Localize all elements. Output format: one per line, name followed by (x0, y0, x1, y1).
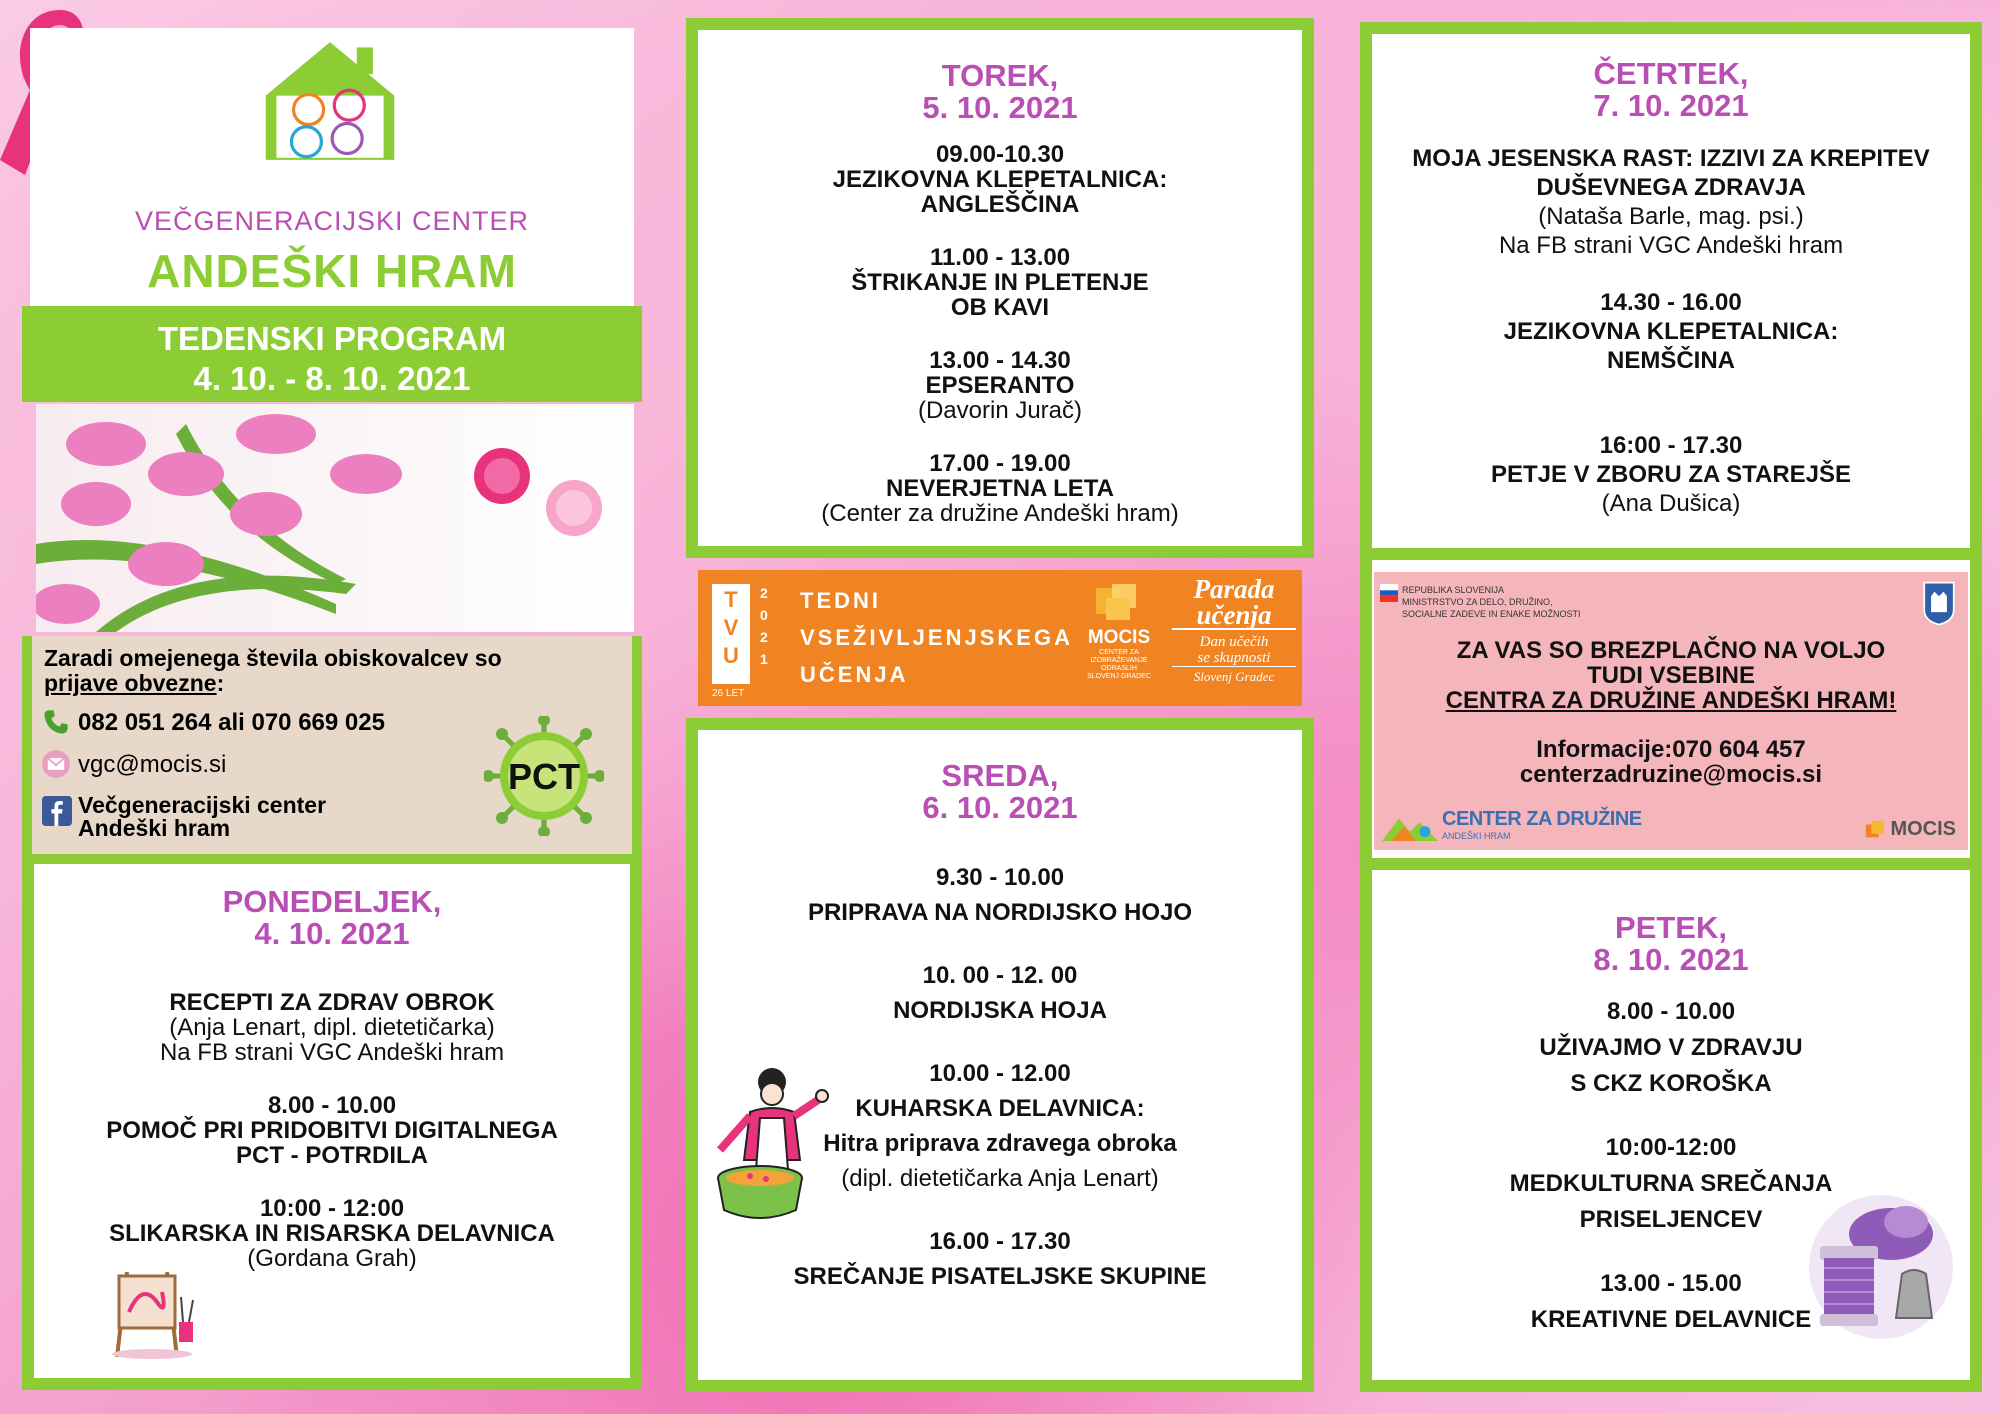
friday-e1-title1: UŽIVAJMO V ZDRAVJU (1539, 1034, 1803, 1061)
friday-e1-title2: S CKZ KOROŠKA (1570, 1070, 1772, 1097)
facebook-link[interactable] (78, 794, 326, 840)
facebook-line1: Večgeneracijski center (78, 792, 327, 818)
program-title: TEDENSKI PROGRAM (157, 320, 507, 357)
tvu-badge: TVU (723, 587, 739, 668)
cdz-mocis-logo (1864, 818, 1956, 841)
cook-icon (710, 1060, 830, 1230)
mocis-icon (1094, 582, 1144, 622)
tuesday-e4-time: 17.00 - 19.00 (929, 450, 1071, 477)
monday-day: PONEDELJEK, (222, 884, 442, 919)
wednesday-e2-title: NORDIJSKA HOJA (893, 997, 1107, 1024)
tuesday-e4-note: (Center za družine Andeški hram) (821, 500, 1179, 527)
friday-e2-time: 10:00-12:00 (1605, 1134, 1737, 1161)
wednesday-e4-time: 16.00 - 17.30 (929, 1228, 1071, 1255)
tuesday-e4-title: NEVERJETNA LETA (885, 475, 1115, 502)
mocis-sub1: CENTER ZA (1099, 649, 1139, 656)
wednesday-e2-time: 10. 00 - 12. 00 (922, 962, 1078, 989)
slovenia-flag-icon (1380, 584, 1398, 602)
tuesday-e1-title1: JEZIKOVNA KLEPETALNICA: (832, 166, 1168, 193)
tvu-years-label: 26 LET (712, 688, 745, 699)
pct-badge: PCT (508, 756, 580, 797)
mocis-sub3: ODRASLIH (1101, 665, 1137, 672)
facebook-icon (42, 796, 72, 826)
monday-e2-time: 8.00 - 10.00 (267, 1092, 397, 1119)
friday-date: 8. 10. 2021 (1593, 942, 1749, 977)
monday-e3-note: (Gordana Grah) (247, 1245, 417, 1272)
phone-row (42, 708, 385, 736)
thursday-e2-time: 14.30 - 16.00 (1600, 289, 1742, 316)
thursday-e2-title1: JEZIKOVNA KLEPETALNICA: (1503, 318, 1839, 345)
tvu-year (760, 582, 768, 670)
thursday-panel (1360, 22, 1982, 560)
tuesday-e3-title: EPSERANTO (925, 372, 1075, 399)
thursday-day: ČETRTEK, (1593, 56, 1749, 91)
ministry-text (1402, 584, 1581, 620)
monday-date: 4. 10. 2021 (254, 916, 410, 951)
thursday-e1-title1: MOJA JESENSKA RAST: IZZIVI ZA KREPITEV (1412, 145, 1930, 172)
ministry-line3: SOCIALNE ZADEVE IN ENAKE MOŽNOSTI (1402, 609, 1581, 619)
cdz-logo-sub: ANDEŠKI HRAM (1442, 831, 1511, 841)
ministry-line1: REPUBLIKA SLOVENIJA (1402, 585, 1505, 595)
tuesday-e3-time: 13.00 - 14.30 (929, 347, 1071, 374)
org-name-line2: ANDEŠKI HRAM (147, 245, 517, 297)
notice-end: : (216, 670, 225, 696)
wednesday-e4-title: SREČANJE PISATELJSKE SKUPINE (793, 1263, 1207, 1290)
mocis-sub4: SLOVENJ GRADEC (1087, 673, 1151, 680)
thursday-e3-note: (Ana Dušica) (1601, 490, 1741, 517)
monday-e1-note2: Na FB strani VGC Andeški hram (159, 1039, 505, 1066)
notice-text (44, 646, 502, 696)
tuesday-date: 5. 10. 2021 (922, 90, 1078, 125)
parada-sub2: se skupnosti (1172, 650, 1296, 667)
mountains-icon (1382, 813, 1438, 841)
thursday-e1-title2: DUŠEVNEGA ZDRAVJA (1536, 174, 1806, 201)
tuesday-e2-title2: OB KAVI (950, 294, 1050, 321)
program-title-band (22, 306, 642, 402)
mocis-sub (1078, 649, 1160, 681)
facebook-row (42, 794, 326, 840)
tvu-title (800, 582, 1073, 693)
parada-line1: Parada (1193, 574, 1275, 604)
friday-e3-title: KREATIVNE DELAVNICE (1530, 1306, 1812, 1333)
friday-e2-title1: MEDKULTURNA SREČANJA (1509, 1170, 1833, 1197)
thursday-e1-note1: (Nataša Barle, mag. psi.) (1538, 203, 1804, 230)
email-row (42, 750, 226, 778)
thursday-e3-time: 16:00 - 17.30 (1599, 432, 1743, 459)
thursday-e1-note2: Na FB strani VGC Andeški hram (1498, 232, 1844, 259)
mocis-small-icon (1864, 819, 1886, 841)
tvu-banner (698, 570, 1302, 706)
tuesday-e3-note: (Davorin Jurač) (917, 397, 1083, 424)
program-dates: 4. 10. - 8. 10. 2021 (193, 360, 471, 397)
easel-icon (102, 1262, 212, 1362)
wednesday-day: SREDA, (941, 758, 1059, 793)
parada-city: Slovenj Gradec (1193, 669, 1275, 684)
tvu-line1: TEDNI (800, 588, 881, 613)
monday-e3-time: 10:00 - 12:00 (259, 1195, 405, 1222)
logo-area (30, 28, 634, 306)
monday-e2-title1: POMOČ PRI PRIDOBITVI DIGITALNEGA (106, 1117, 558, 1144)
wednesday-e3-title2: Hitra priprava zdravega obroka (823, 1130, 1177, 1157)
tvu-line2: VSEŽIVLJENJSKEGA (800, 625, 1073, 650)
cdz-box (1374, 572, 1968, 850)
phone-number[interactable]: 082 051 264 ali 070 669 025 (78, 708, 385, 736)
tuesday-e2-title1: ŠTRIKANJE IN PLETENJE (851, 269, 1149, 296)
parada-sub1: Dan učečih (1199, 634, 1269, 650)
monday-e1-title: RECEPTI ZA ZDRAV OBROK (169, 989, 495, 1016)
contact-block (22, 636, 642, 864)
wednesday-e1-title: PRIPRAVA NA NORDIJSKO HOJO (807, 899, 1193, 926)
cdz-info: Informacije:070 604 457 (1536, 736, 1806, 763)
friday-e1-time: 8.00 - 10.00 (1606, 998, 1736, 1025)
wednesday-e3-time: 10.00 - 12.00 (929, 1060, 1071, 1087)
tvu-year-digit: 2 (760, 585, 768, 601)
monday-e3-title: SLIKARSKA IN RISARSKA DELAVNICA (109, 1220, 555, 1247)
wednesday-panel (686, 718, 1314, 1392)
tuesday-e1-time: 09.00-10.30 (935, 141, 1065, 168)
tvu-line3: UČENJA (800, 662, 909, 687)
facebook-line2: Andeški hram (78, 815, 231, 841)
mail-icon (42, 750, 70, 778)
mocis-logo (1078, 582, 1160, 681)
phone-icon (42, 708, 70, 736)
tuesday-panel (686, 18, 1314, 558)
friday-panel (1360, 858, 1982, 1392)
tuesday-e1-title2: ANGLEŠČINA (920, 191, 1080, 218)
coat-of-arms-icon (1922, 580, 1956, 626)
friday-e3-time: 13.00 - 15.00 (1600, 1270, 1742, 1297)
org-name-line1: VEČGENERACIJSKI CENTER (134, 206, 530, 236)
notice-underlined: prijave obvezne (44, 670, 217, 696)
wednesday-e3-title1: KUHARSKA DELAVNICA: (855, 1095, 1145, 1122)
wednesday-date: 6. 10. 2021 (922, 790, 1078, 825)
wednesday-e3-note: (dipl. dietetičarka Anja Lenart) (841, 1165, 1159, 1192)
house-logo-icon (255, 36, 405, 166)
friday-day: PETEK, (1615, 910, 1727, 945)
thursday-date: 7. 10. 2021 (1593, 88, 1749, 123)
notice-line1: Zaradi omejenega števila obiskovalcev so (44, 645, 502, 671)
friday-e2-title2: PRISELJENCEV (1579, 1206, 1763, 1233)
thursday-e2-title2: NEMŠČINA (1606, 347, 1735, 374)
cdz-logo (1382, 808, 1642, 841)
mocis-name: MOCIS (1087, 627, 1151, 648)
cdz-mocis-name: MOCIS (1890, 818, 1956, 840)
email-address[interactable]: vgc@mocis.si (78, 750, 227, 778)
cdz-line1: ZA VAS SO BREZPLAČNO NA VOLJO (1456, 637, 1886, 664)
cdz-text (1374, 638, 1968, 787)
cdz-line3: CENTRA ZA DRUŽINE ANDEŠKI HRAM! (1445, 687, 1897, 714)
thread-icon (1806, 1192, 1956, 1342)
tvu-year-digit: 2 (760, 629, 768, 645)
monday-e1-note1: (Anja Lenart, dipl. dietetičarka) (169, 1014, 495, 1041)
parada-logo (1172, 576, 1296, 685)
wednesday-e1-time: 9.30 - 10.00 (935, 864, 1065, 891)
tuesday-day: TOREK, (941, 58, 1059, 93)
monday-e2-title2: PCT - POTRDILA (236, 1142, 428, 1169)
tvu-year-digit: 0 (760, 607, 768, 623)
mocis-sub2: IZOBRAŽEVANJE (1090, 657, 1148, 664)
parada-line2: učenja (1172, 602, 1296, 630)
cdz-email[interactable]: centerzadruzine@mocis.si (1519, 761, 1823, 788)
tuesday-e2-time: 11.00 - 13.00 (929, 244, 1071, 271)
virus-icon (484, 716, 604, 836)
thursday-e3-title: PETJE V ZBORU ZA STAREJŠE (1490, 461, 1852, 488)
cdz-line2: TUDI VSEBINE (1586, 662, 1756, 689)
ministry-line2: MINISTRSTVO ZA DELO, DRUŽINO, (1402, 597, 1553, 607)
tulips-image (36, 404, 634, 632)
tvu-year-digit: 1 (760, 651, 768, 667)
tvu-badge-box (712, 584, 750, 684)
monday-panel (22, 864, 642, 1390)
cdz-logo-name: CENTER ZA DRUŽINE (1442, 808, 1642, 830)
